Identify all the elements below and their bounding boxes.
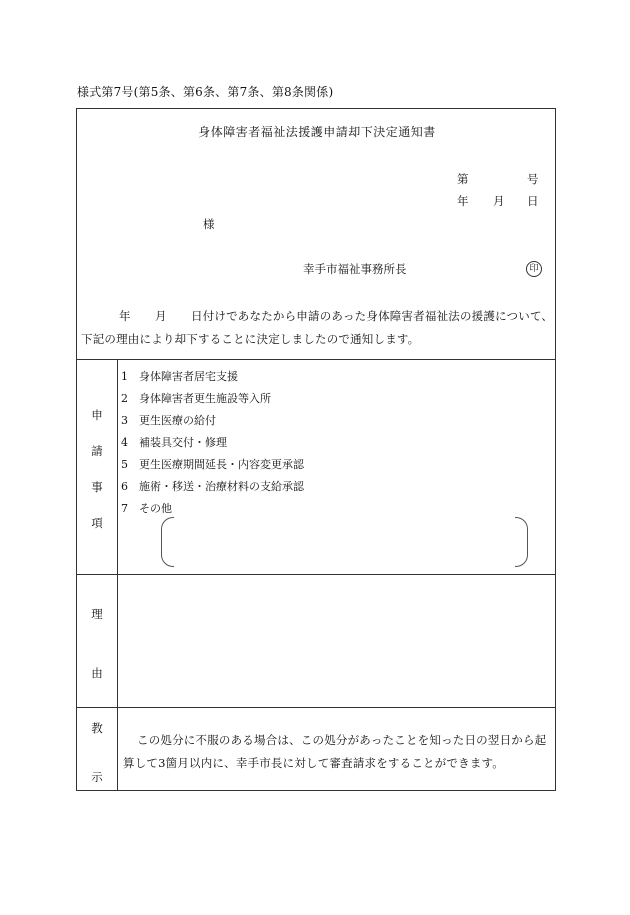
date-day: 日 [527, 194, 539, 208]
notice-form [76, 108, 556, 791]
item-text: その他 [139, 502, 172, 515]
list-item [121, 500, 172, 516]
date-year: 年 [457, 194, 469, 208]
list-item [121, 412, 216, 428]
item-text: 補装具交付・修理 [139, 436, 227, 449]
body-line-1: 日付けであなたから申請のあった身体障害者福祉法の援護について、 [191, 309, 554, 323]
instruction-line-2: 算して3箇月以内に、幸手市長に対して審査請求をすることができます。 [123, 756, 504, 770]
date-month: 月 [493, 194, 505, 208]
other-bracket-right [515, 517, 528, 567]
issuer-name: 幸手市福祉事務所長 [303, 262, 407, 276]
body-year: 年 [119, 309, 131, 323]
item-text: 身体障害者更生施設等入所 [139, 392, 271, 405]
item-text: 更生医療の給付 [139, 414, 216, 427]
item-number: 7 [121, 502, 128, 515]
item-number: 1 [121, 370, 128, 383]
item-text: 更生医療期間延長・内容変更承認 [139, 458, 304, 471]
list-item [121, 478, 304, 494]
reason-label-2: 由 [91, 666, 103, 680]
item-text: 身体障害者居宅支援 [139, 370, 238, 383]
body-month: 月 [155, 309, 167, 323]
item-number: 5 [121, 458, 128, 471]
addressee-suffix: 様 [203, 217, 215, 231]
list-item [121, 434, 227, 450]
divider-instruction [77, 707, 555, 708]
item-number: 2 [121, 392, 128, 405]
application-label-1: 申 [91, 408, 103, 422]
label-column-divider [117, 359, 118, 791]
item-number: 4 [121, 436, 128, 449]
divider-reason [77, 574, 555, 575]
list-item [121, 456, 304, 472]
application-label-4: 項 [91, 516, 103, 530]
body-line-2: 下記の理由により却下することに決定しましたので通知します。 [81, 332, 420, 346]
reason-label-1: 理 [91, 607, 103, 621]
item-number: 3 [121, 414, 128, 427]
item-text: 施術・移送・治療材料の支給承認 [139, 480, 304, 493]
instruction-line-1: この処分に不服のある場合は、この処分があったことを知った日の翌日から起 [137, 733, 547, 747]
number-suffix: 号 [527, 172, 539, 186]
instruction-label-1: 教 [91, 721, 103, 735]
item-number: 6 [121, 480, 128, 493]
divider-application [77, 359, 555, 360]
instruction-label-2: 示 [91, 770, 103, 784]
other-bracket-left [161, 517, 174, 567]
application-label-2: 請 [91, 444, 103, 458]
number-prefix: 第 [457, 172, 469, 186]
form-number: 様式第7号(第5条、第6条、第7条、第8条関係) [77, 85, 334, 99]
application-label-3: 事 [91, 480, 103, 494]
document-title: 身体障害者福祉法援護申請却下決定通知書 [198, 125, 436, 139]
list-item [121, 390, 271, 406]
seal-mark: 印 [526, 261, 542, 277]
list-item [121, 368, 238, 384]
